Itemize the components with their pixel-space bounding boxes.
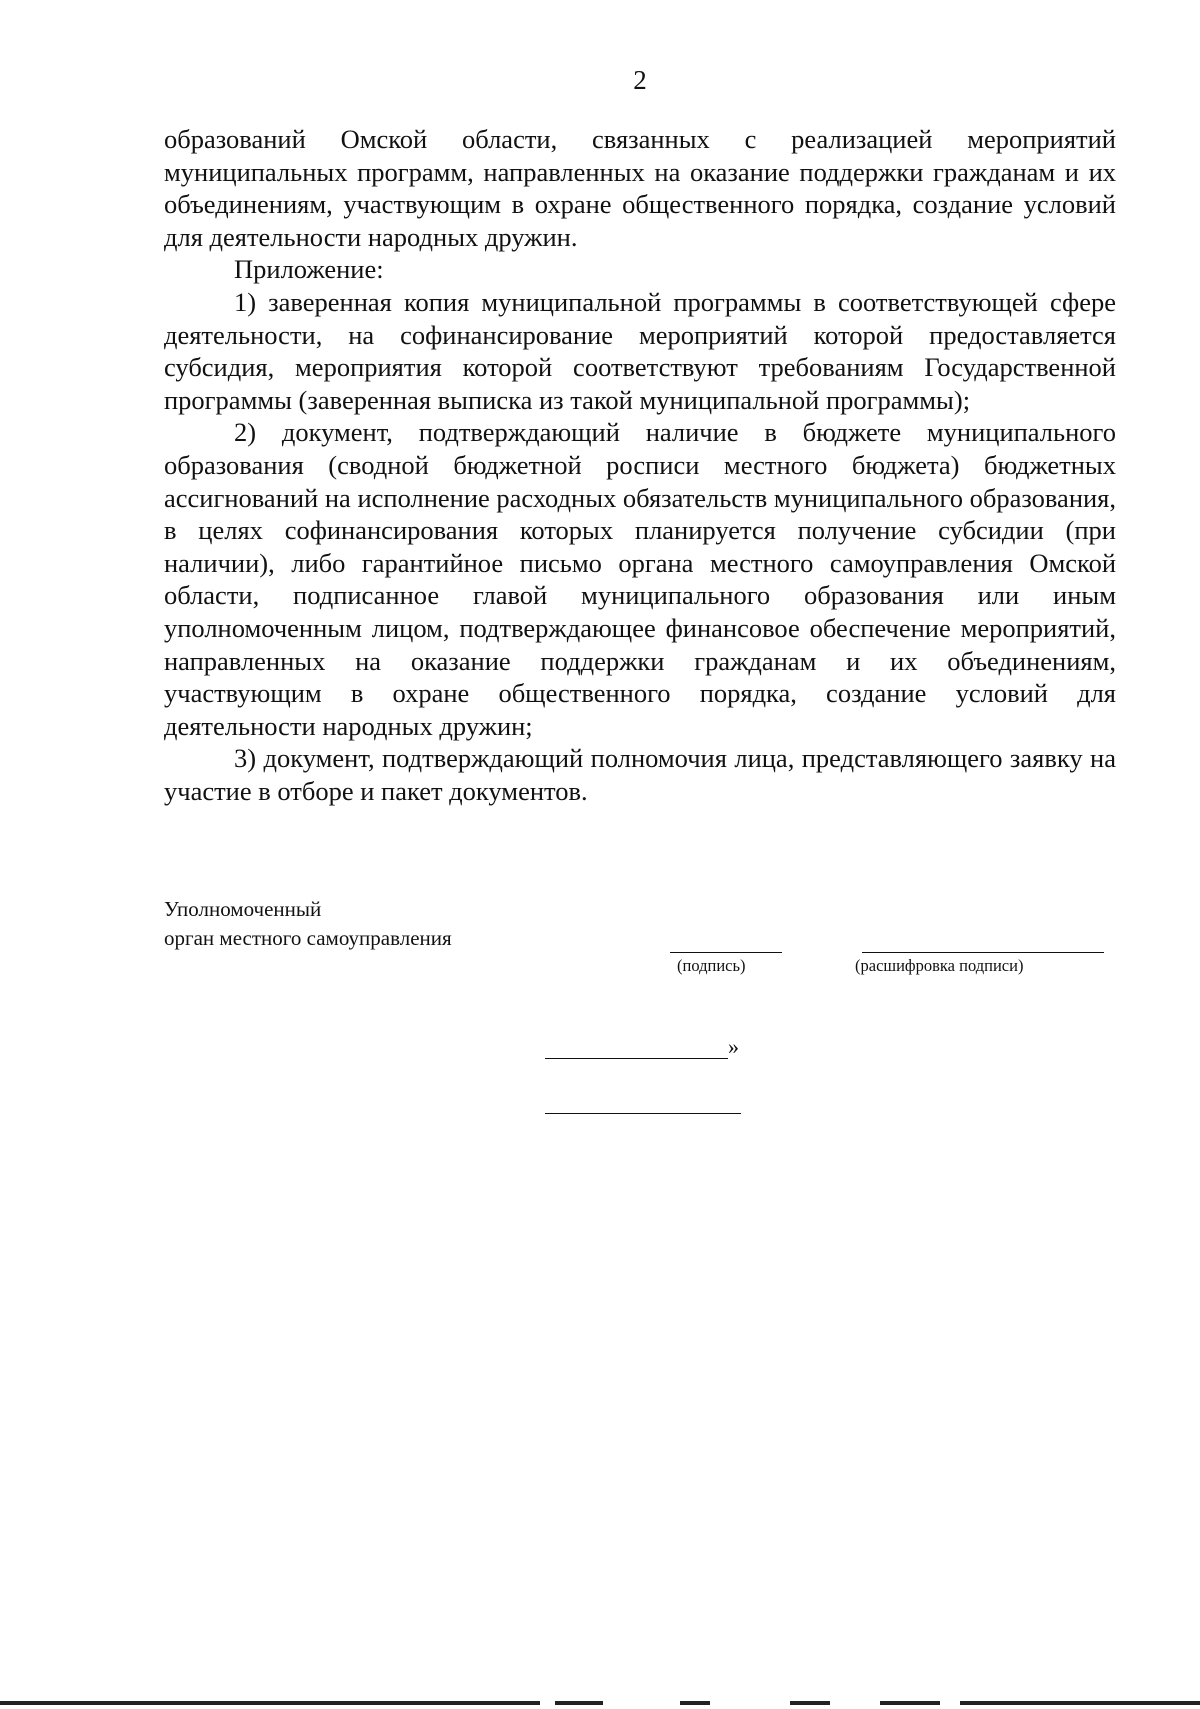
signatory-block: [164, 895, 452, 953]
page-number: 2: [633, 65, 647, 95]
paragraph-item-2: 2) документ, подтверждающий наличие в бюджете муниципального образования (сводной бюджетной росписи местного бюджета) бюджетных ассигнований на исполнение расходных обязательств муниципального образования, в целях софинансирования которых планируется получение субсидии (при наличии), либо гарантийное письмо органа местного самоуправления Омской области, подписанное главой муниципального образования или иным уполномоченным лицом, подтверждающее финансовое обеспечение мероприятий, направленных на оказание поддержки гражданам и их объединениям, участвующим в охране общественного порядка, создание условий для деятельности народных дружин;: [164, 417, 1116, 741]
signatory-org-line1: Уполномоченный: [164, 897, 322, 921]
paragraph-item-1: 1) заверенная копия муниципальной программы в соответствующей сфере деятельности, на софинансирование мероприятий которой предоставляется субсидия, мероприятия которой соответствуют требованиям Государственной программы (заверенная выписка из такой муниципальной программы);: [164, 286, 1116, 415]
decoding-caption: (расшифровка подписи): [855, 956, 1024, 975]
document-body: [164, 123, 1116, 807]
decoding-line: [862, 952, 1104, 953]
paragraph-item-3: 3) документ, подтверждающий полномочия лица, представляющего заявку на участие в отборе и пакет документов.: [164, 743, 1116, 806]
scan-edge-artifact: [0, 1698, 1200, 1709]
paragraph-appendix-heading: Приложение:: [234, 254, 384, 285]
signature-line: [670, 952, 782, 953]
paragraph-intro: образований Омской области, связанных с реализацией мероприятий муниципальных программ, направленных на оказание поддержки гражданам и их объединениям, участвующим в охране общественного порядка, создание условий для деятельности народных дружин.: [164, 124, 1116, 252]
number-line: [545, 1113, 741, 1114]
signature-caption: (подпись): [677, 956, 746, 975]
signatory-org-line2: орган местного самоуправления: [164, 926, 452, 950]
date-line: [545, 1058, 728, 1059]
date-closing-quote: »: [728, 1034, 739, 1059]
